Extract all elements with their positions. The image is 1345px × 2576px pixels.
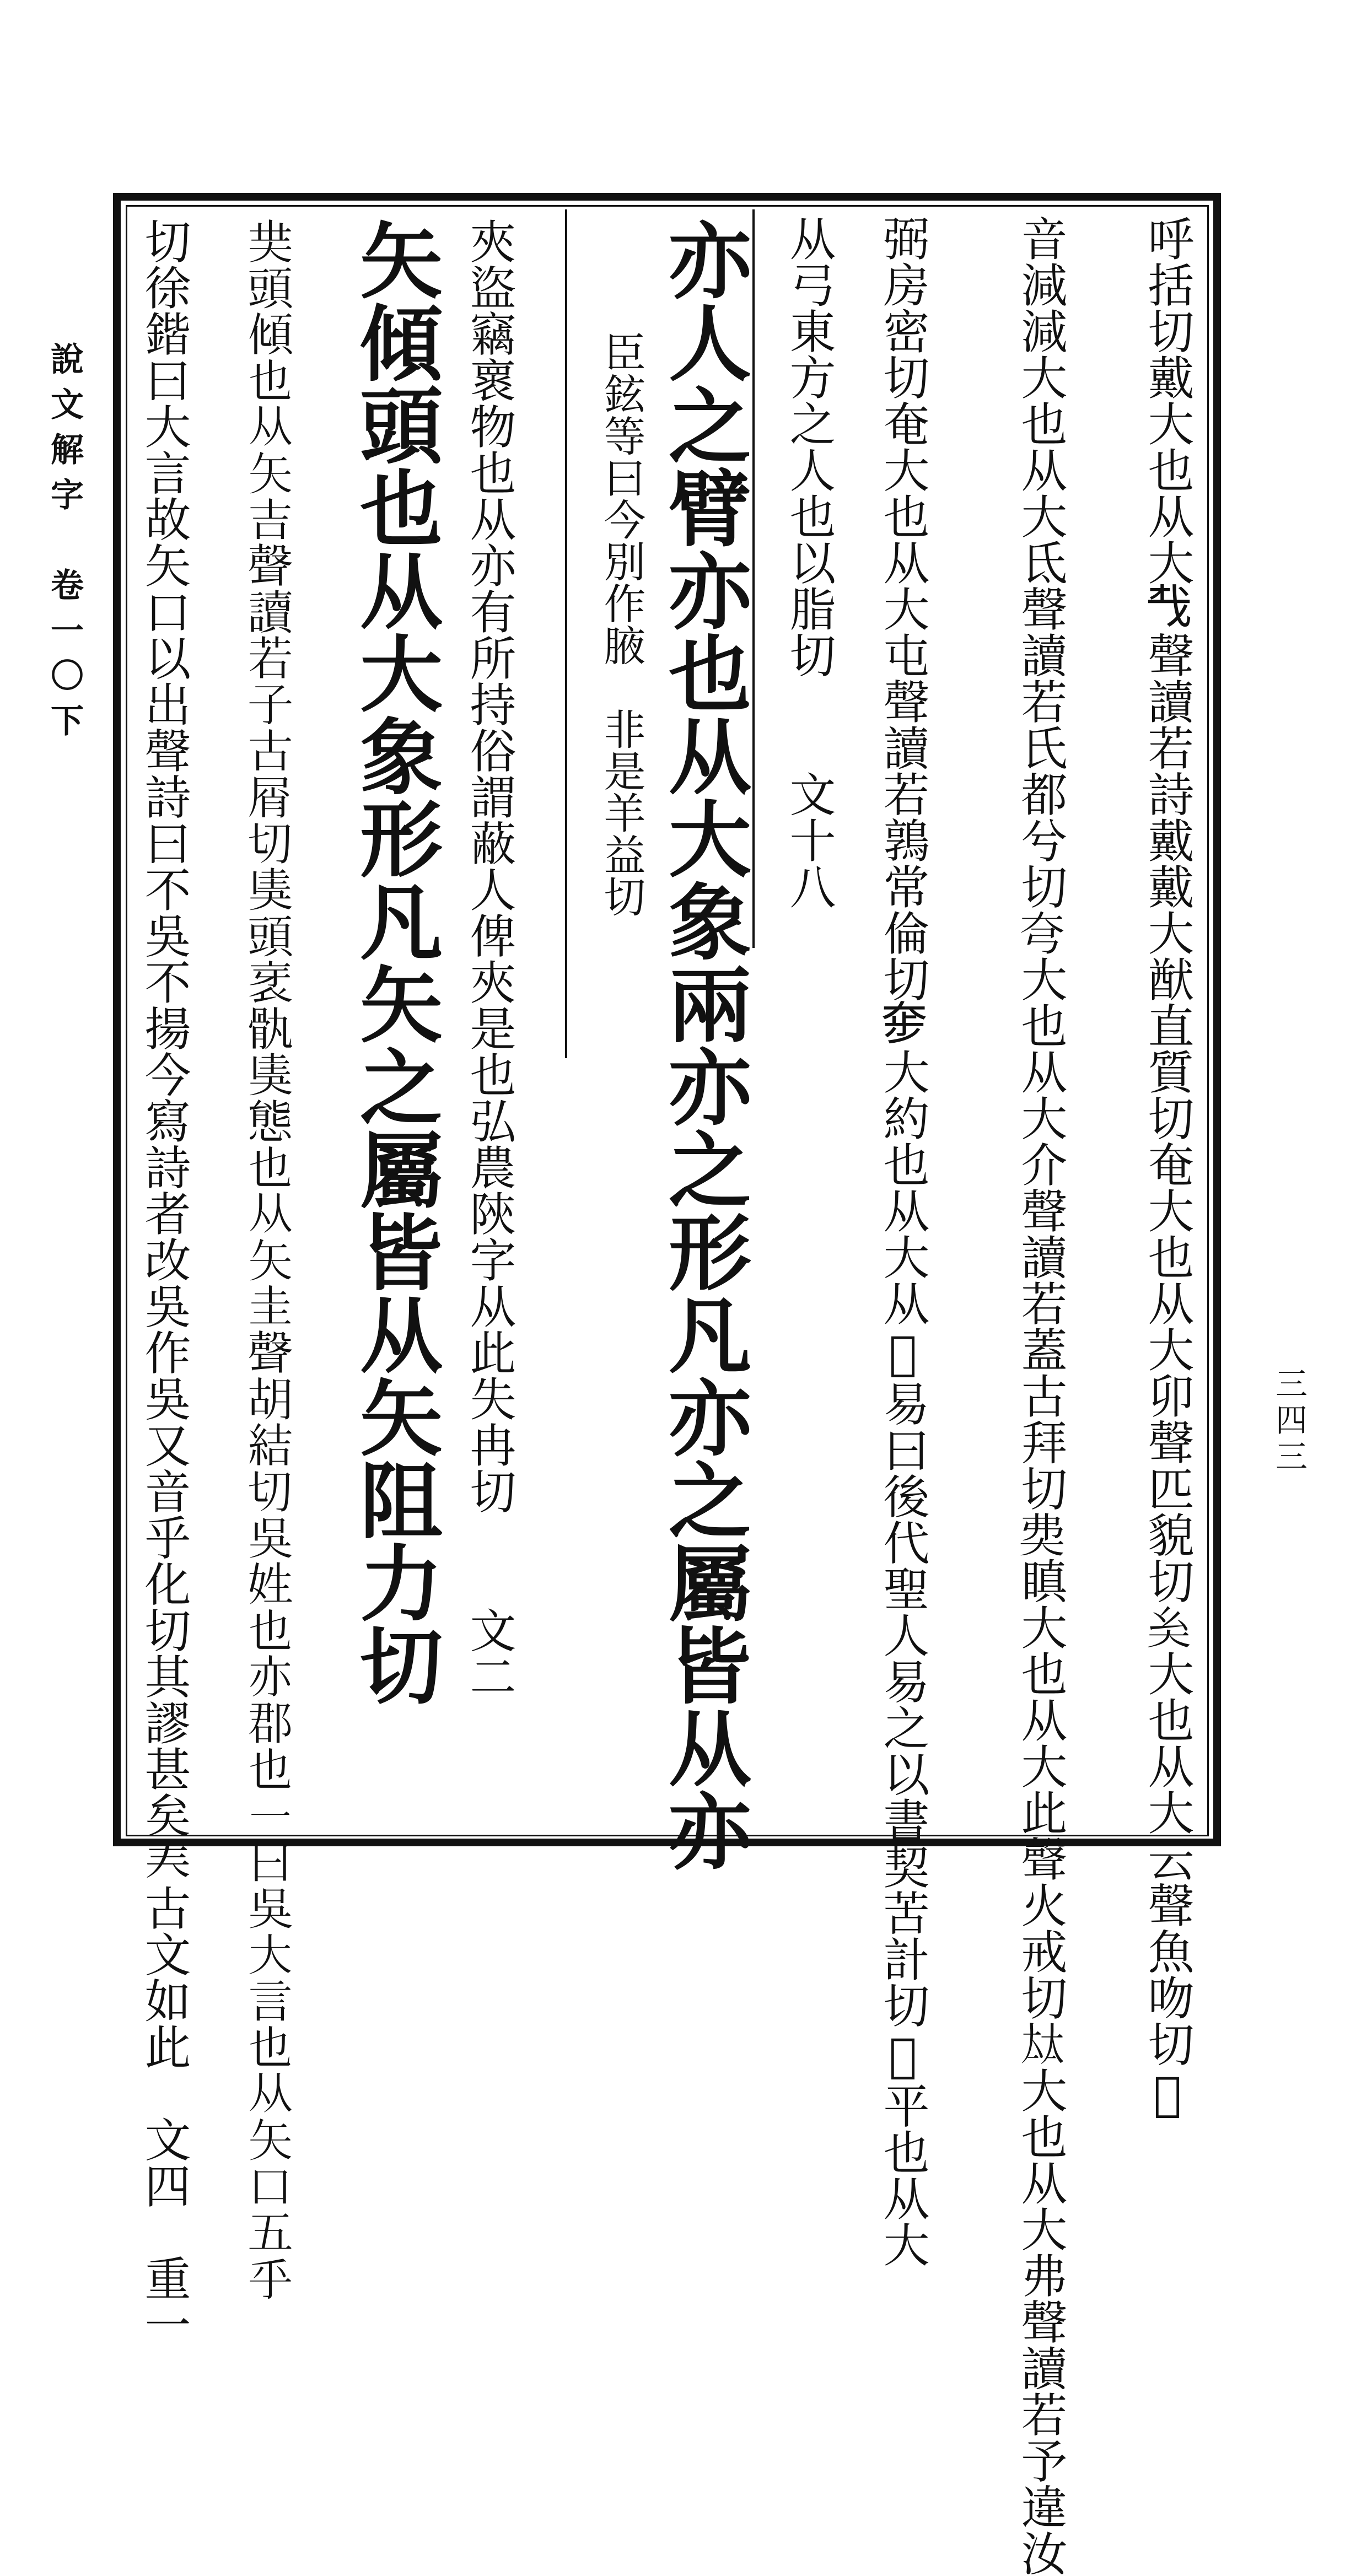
- text-column-3: 弼房密切奄大也从大屯聲讀若鶉常倫切𡘧大約也从大从𠟗易曰後代聖人易之以書契苦計切𡚀平也从大: [876, 215, 930, 2267]
- text-column-5: 亦人之臂亦也从大象兩亦之形凡亦之屬皆从亦: [654, 218, 751, 1871]
- text-column-4: 从弓東方之人也以脂切 文十八: [782, 215, 836, 909]
- text-column-2: 音減減大也从大氐聲讀若氏都兮切𡗝大也从大介聲讀若蓋古拜切𡘉瞋大也从大此聲火戒切𡘋大也从大弗聲讀若予違汝: [1014, 215, 1068, 2576]
- text-column-1: 呼括切戴大也从大𢦔聲讀若詩戴戴大猷直質切奄大也从大卯聲匹貌切𡗞大也从大云聲魚吻切𡗣: [1140, 215, 1195, 2121]
- book-title: 說文解字 卷一〇下: [45, 342, 84, 748]
- text-column-8: 矢傾頭也从大象形凡矢之屬皆从矢阻力切: [346, 218, 443, 1706]
- page-number: 三四三: [1270, 1367, 1308, 1476]
- text-column-10: 切徐鍇曰大言故矢口以出聲詩曰不吳不揚今寫詩者改吳作吳又音乎化切其謬甚矣𡗗古文如此 文四 重一: [137, 218, 191, 2347]
- text-column-6: 臣鉉等曰今別作腋 非是羊益切: [597, 331, 646, 917]
- column-rule: [565, 209, 567, 1058]
- column-rule: [752, 209, 755, 948]
- text-column-9: 𡗿頭傾也从矢吉聲讀若子古屑切奊頭衺骫奊態也从矢圭聲胡結切吳姓也亦郡也一曰吳大言也从矢口五乎: [242, 218, 296, 2301]
- text-column-7: 夾盜竊褱物也从亦有所持俗謂蔽人俾夾是也弘農陝字从此失冉切 文二: [462, 218, 517, 1699]
